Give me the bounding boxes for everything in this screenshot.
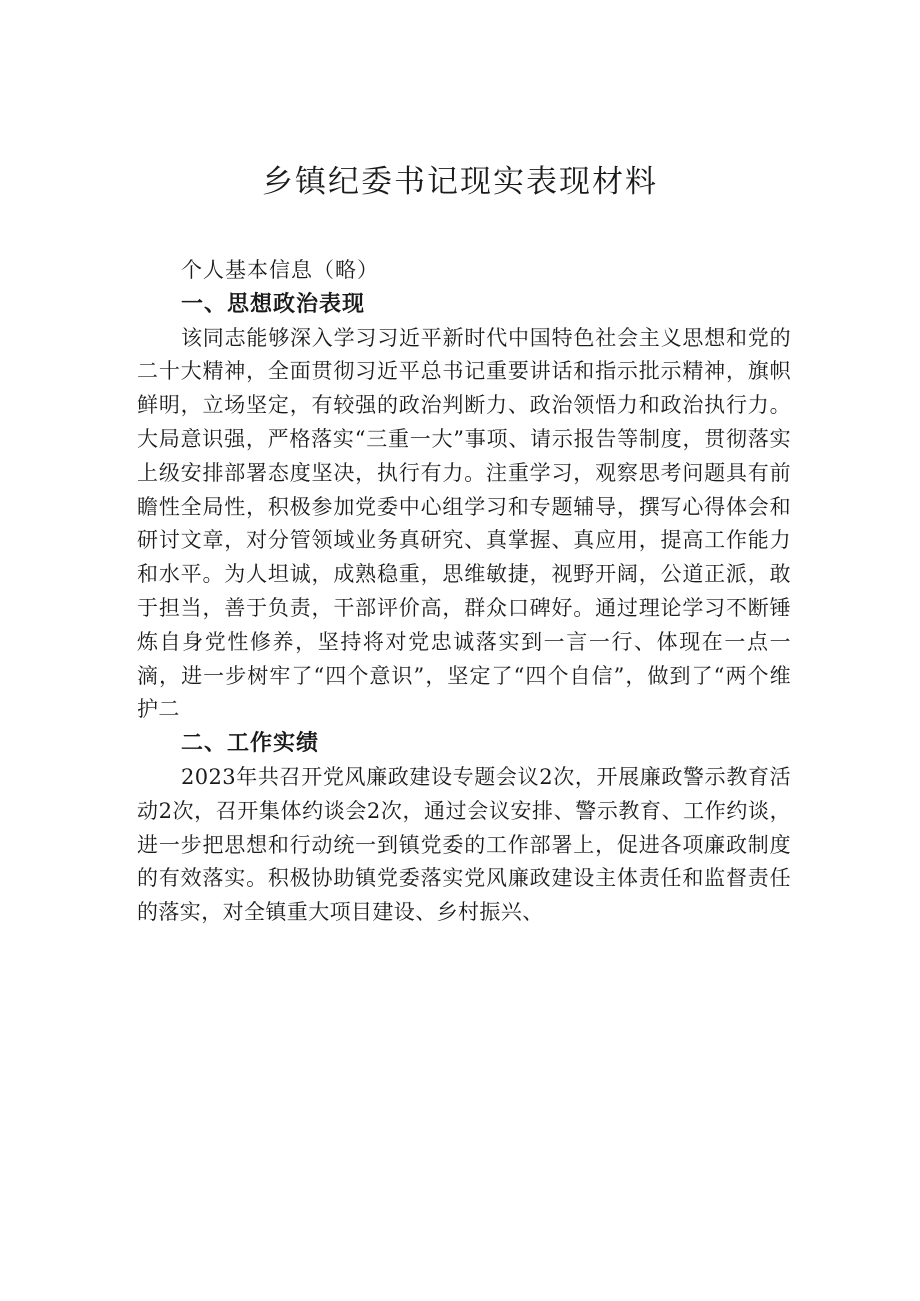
section-body-political: 该同志能够深入学习习近平新时代中国特色社会主义思想和党的二十大精神，全面贯彻习近平总书记重要讲话和指示批示精神，旗帜鲜明，立场坚定，有较强的政治判断力、政治领悟力和政治执行力。大局意识强，严格落实“三重一大”事项、请示报告等制度，贯彻落实上级安排部署态度坚决，执行有力。注重学习，观察思考问题具有前瞻性全局性，积极参加党委中心组学习和专题辅导，撰写心得体会和研讨文章，对分管领域业务真研究、真掌握、真应用，提高工作能力和水平。为人坦诚，成熟稳重，思维敏捷，视野开阔，公道正派，敢于担当，善于负责，干部评价高，群众口碑好。通过理论学习不断锤炼自身党性修养，坚持将对党忠诚落实到一言一行、体现在一点一滴，进一步树牢了“四个意识”，坚定了“四个自信”，做到了“两个维护二 (137, 325, 791, 722)
document-body (137, 254, 791, 930)
basic-info-line: 个人基本信息（略） (181, 258, 379, 282)
section-body-achievements: 2023年共召开党风廉政建设专题会议2次，开展廉政警示教育活动2次，召开集体约谈会2次，通过会议安排、警示教育、工作约谈，进一步把思想和行动统一到镇党委的工作部署上，促进各项廉政制度的有效落实。积极协助镇党委落实党风廉政建设主体责任和监督责任的落实，对全镇重大项目建设、乡村振兴、 (137, 764, 791, 925)
document-title: 乡镇纪委书记现实表现材料 (262, 164, 658, 200)
section-heading-achievements: 二、工作实绩 (181, 731, 320, 757)
section-heading-political: 一、思想政治表现 (181, 291, 366, 317)
